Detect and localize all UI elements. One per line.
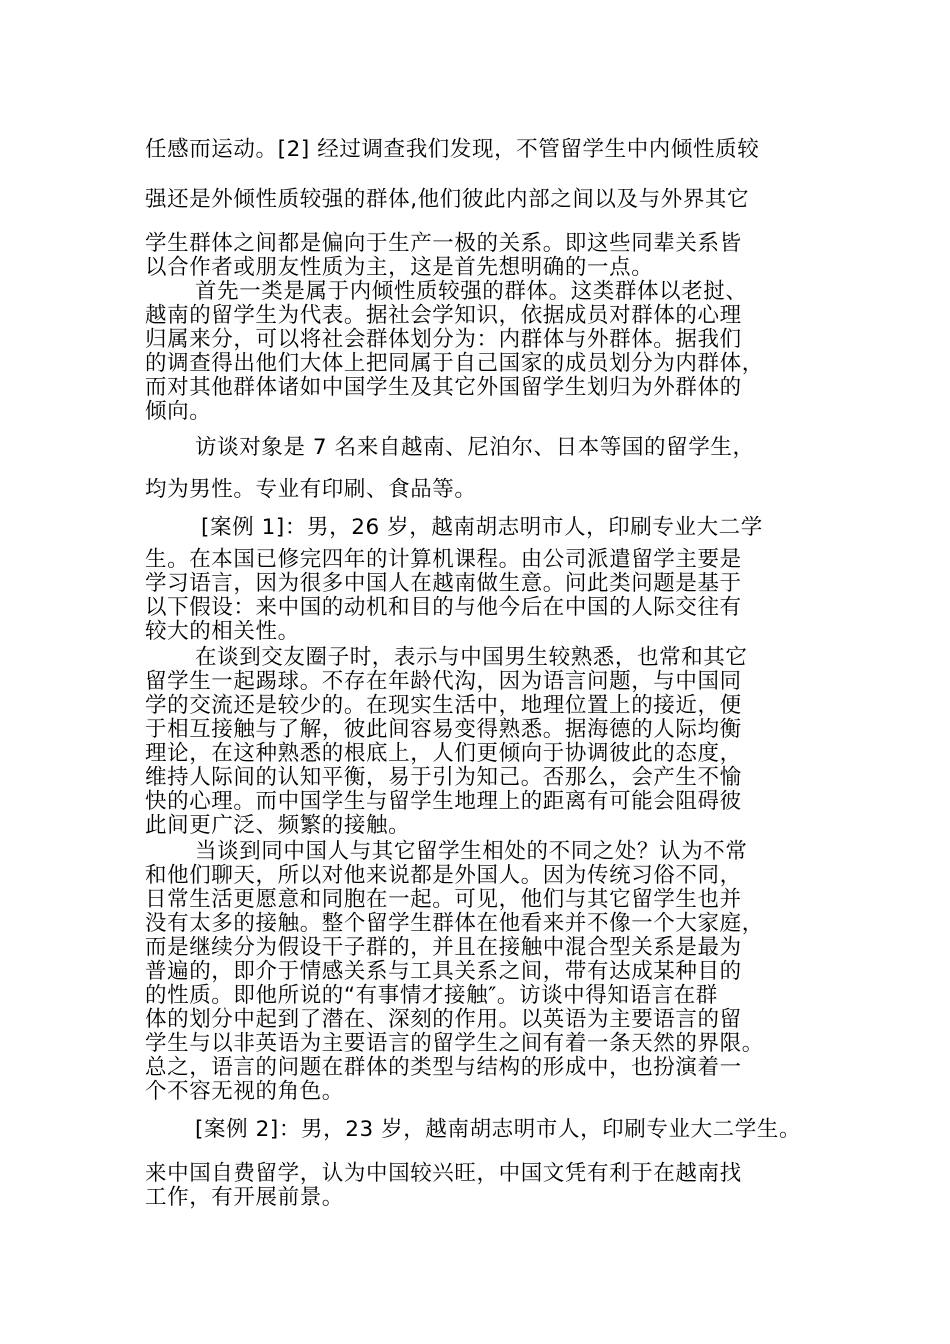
text-line: 日常生活更愿意和同胞在一起。可见，他们与其它留学生也并 xyxy=(145,887,742,912)
text-line: 来中国自费留学，认为中国较兴旺，中国文凭有利于在越南找 xyxy=(145,1161,742,1186)
text-line: 工作，有开展前景。 xyxy=(145,1185,344,1210)
text-line: 和他们聊天，所以对他来说都是外国人。因为传统习俗不同， xyxy=(145,863,742,888)
text-line: 此间更广泛、频繁的接触。 xyxy=(145,813,411,838)
paragraph-first-line: 当谈到同中国人与其它留学生相处的不同之处？认为不常 xyxy=(195,839,748,864)
text-line: 体的划分中起到了潜在、深刻的作用。以英语为主要语言的留 xyxy=(145,1007,742,1032)
text-line: 归属来分，可以将社会群体划分为：内群体与外群体。据我们 xyxy=(145,327,742,352)
text-line: 生。在本国已修完四年的计算机课程。由公司派遣留学主要是 xyxy=(145,547,742,572)
text-line: 的性质。即他所说的“有事情才接触″。访谈中得知语言在群 xyxy=(145,983,718,1008)
text-line: 理论，在这种熟悉的根底上，人们更倾向于协调彼此的态度， xyxy=(145,741,742,766)
text-line: 于相互接触与了解，彼此间容易变得熟悉。据海德的人际均衡 xyxy=(145,717,742,742)
text-line: 学生群体之间都是偏向于生产一极的关系。即这些同辈关系皆 xyxy=(145,231,742,256)
text-line: 均为男性。专业有印刷、食品等。 xyxy=(145,477,477,502)
text-line: 维持人际间的认知平衡，易于引为知己。否那么，会产生不愉 xyxy=(145,765,742,790)
case-heading-line: [案例 2]：男，23 岁，越南胡志明市人，印刷专业大二学生。 xyxy=(195,1117,802,1142)
text-line: 以下假设：来中国的动机和目的与他今后在中国的人际交往有 xyxy=(145,595,742,620)
text-line: 而是继续分为假设干子群的，并且在接触中混合型关系是最为 xyxy=(145,935,742,960)
text-line: 以合作者或朋友性质为主，这是首先想明确的一点。 xyxy=(145,255,654,280)
text-line: 普遍的，即介于情感关系与工具关系之间，带有达成某种目的 xyxy=(145,959,742,984)
text-line: 学的交流还是较少的。在现实生活中，地理位置上的接近，便 xyxy=(145,693,742,718)
text-line: 学生与以非英语为主要语言的留学生之间有着一条天然的界限。 xyxy=(145,1031,764,1056)
text-line: 留学生一起踢球。不存在年龄代沟，因为语言问题，与中国同 xyxy=(145,669,742,694)
text-line: 学习语言，因为很多中国人在越南做生意。问此类问题是基于 xyxy=(145,571,742,596)
text-line: 没有太多的接触。整个留学生群体在他看来并不像一个大家庭， xyxy=(145,911,764,936)
text-line: 的调查得出他们大体上把同属于自己国家的成员划分为内群体， xyxy=(145,351,764,376)
text-line: 越南的留学生为代表。据社会学知识，依据成员对群体的心理 xyxy=(145,303,742,328)
text-line: 倾向。 xyxy=(145,399,212,424)
text-line: 快的心理。而中国学生与留学生地理上的距离有可能会阻碍彼 xyxy=(145,789,742,814)
paragraph-first-line: 首先一类是属于内倾性质较强的群体。这类群体以老挝、 xyxy=(195,279,748,304)
text-line: 而对其他群体诸如中国学生及其它外国留学生划归为外群体的 xyxy=(145,375,742,400)
case-heading-line: [案例 1]：男，26 岁，越南胡志明市人，印刷专业大二学 xyxy=(201,515,763,540)
text-line: 总之，语言的问题在群体的类型与结构的形成中，也扮演着一 xyxy=(145,1055,742,1080)
text-line: 任感而运动。[2] 经过调查我们发现，不管留学生中内倾性质较 xyxy=(145,137,760,162)
text-line: 强还是外倾性质较强的群体,他们彼此内部之间以及与外界其它 xyxy=(145,187,750,212)
text-line: 个不容无视的角色。 xyxy=(145,1079,344,1104)
paragraph-first-line: 在谈到交友圈子时，表示与中国男生较熟悉，也常和其它 xyxy=(195,645,748,670)
paragraph-first-line: 访谈对象是 7 名来自越南、尼泊尔、日本等国的留学生， xyxy=(195,435,755,460)
text-line: 较大的相关性。 xyxy=(145,619,300,644)
